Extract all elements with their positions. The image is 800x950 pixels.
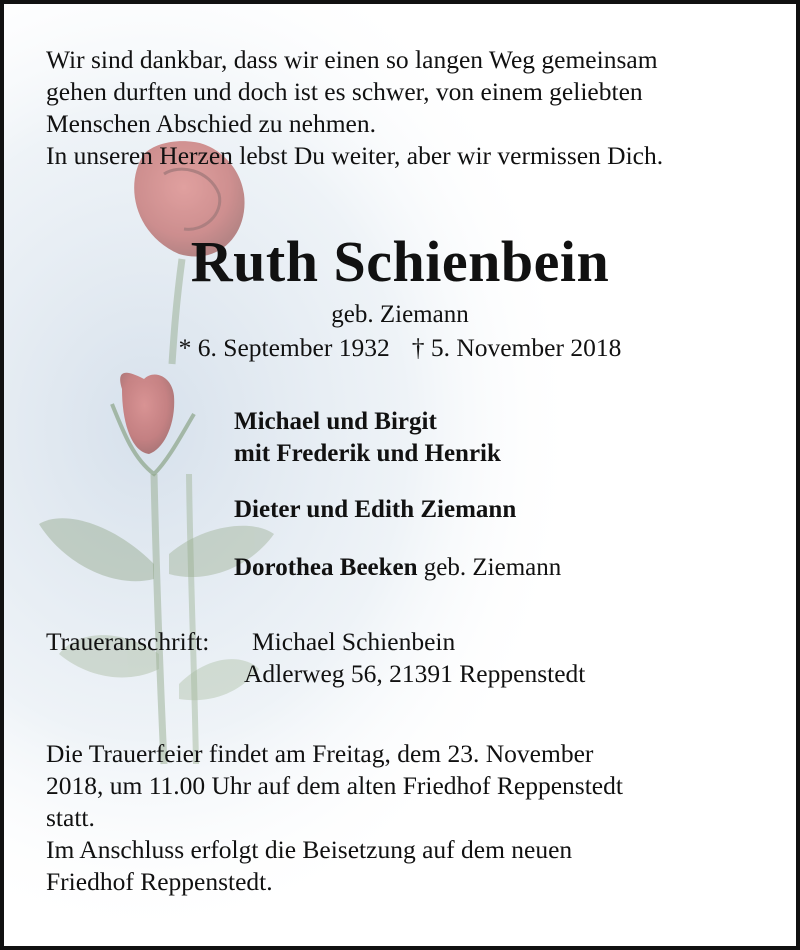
ceremony-text: [46, 738, 786, 898]
deceased-name: Ruth Schienbein: [190, 229, 610, 294]
birth-date: * 6. September 1932: [178, 333, 390, 362]
ceremony-line: Im Anschluss erfolgt die Beisetzung auf dem neuen: [46, 835, 573, 864]
death-date: † 5. November 2018: [411, 333, 622, 362]
mourning-address: [46, 626, 585, 690]
mourner-line: Dieter und Edith Ziemann: [234, 496, 517, 523]
poem-line: In unseren Herzen lebst Du weiter, aber wir vermissen Dich.: [46, 141, 664, 170]
ceremony-line: statt.: [46, 803, 95, 832]
poem-line: Menschen Abschied zu nehmen.: [46, 109, 376, 138]
poem-line: gehen durften und doch ist es schwer, von einem geliebten: [46, 77, 643, 106]
poem-line: Wir sind dankbar, dass wir einen so langen Weg gemeinsam: [46, 45, 658, 74]
mourner-name: Dorothea Beeken: [234, 554, 418, 581]
ceremony-line: Friedhof Reppenstedt.: [46, 867, 273, 896]
mourner-line: mit Frederik und Henrik: [234, 440, 501, 467]
mourner-line: Michael und Birgit: [234, 408, 437, 435]
mourner-suffix: geb. Ziemann: [423, 554, 562, 581]
birth-name: geb. Ziemann: [331, 301, 469, 328]
ceremony-line: 2018, um 11.00 Uhr auf dem alten Friedhof Reppenstedt: [46, 771, 623, 800]
mourner-group: [234, 494, 516, 526]
mourner-group: [234, 552, 561, 584]
mourner-group: [234, 406, 501, 470]
poem-text: [46, 44, 766, 172]
ceremony-line: Die Trauerfeier findet am Freitag, dem 23. November: [46, 739, 594, 768]
address-label: Traueranschrift:: [46, 627, 210, 656]
life-dates: [4, 332, 796, 364]
address-name: Michael Schienbein: [252, 627, 456, 656]
address-street: Adlerweg 56, 21391 Reppenstedt: [244, 659, 586, 688]
